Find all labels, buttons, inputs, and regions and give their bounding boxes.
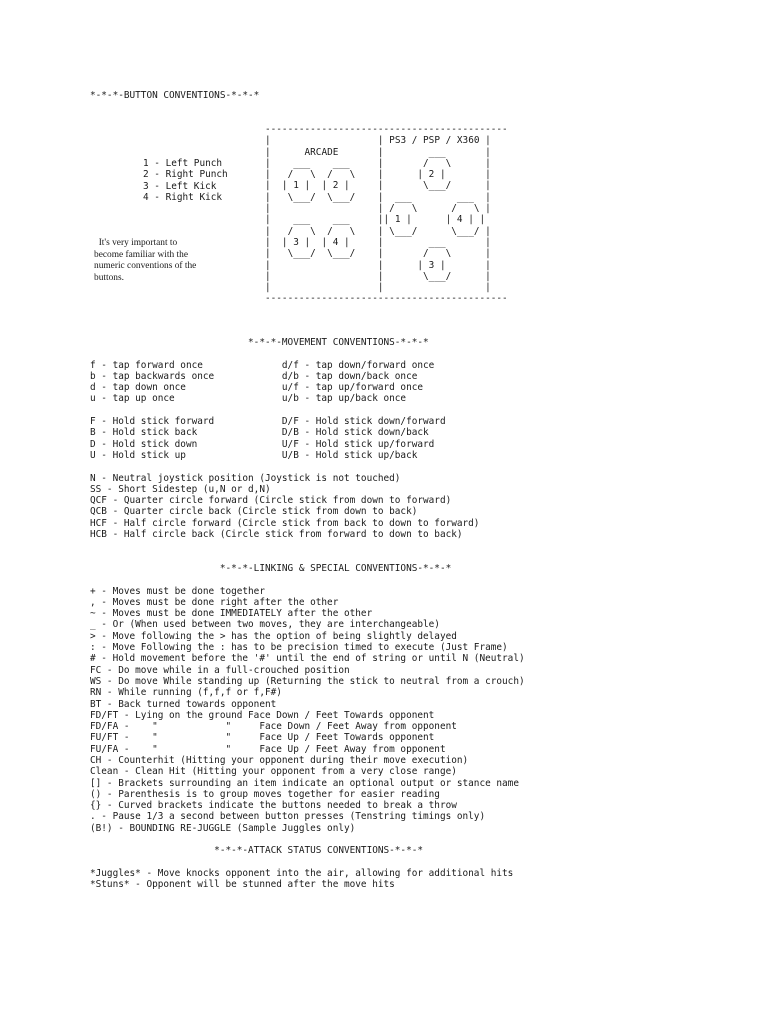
button-conventions-title: *-*-*-BUTTON CONVENTIONS-*-*-* (90, 90, 260, 101)
button-note: It's very important to become familiar with the numeric conventions of the buttons. (94, 238, 197, 284)
conventions-body-text: *-*-*-MOVEMENT CONVENTIONS-*-*-* f - tap forward once d/f - tap down/forward once b - tap backwards once d/b - tap down/back once d - tap down once u/f - tap up/forward once u - tap up once u/b - tap up/back once F - Hold stick forward D/F - Hold stick down/forward B - Hold stick back D/B - Hold stick down/back D - Hold stick down U/F - Hold stick up/forward U - Hold stick up U/B - Hold stick up/back N - Neutral joystick position (Joystick is not touched) SS - Short Sidestep (u,N or d,N) QCF - Quarter circle forward (Circle stick from down to forward) QCB - Quarter circle back (Circle stick from down to back) HCF - Half circle forward (Circle stick from back to down to forward) HCB - Half circle back (Circle stick from forward to down to back) *-*-*-LINKING & SPECIAL CONVENTIONS-*-*-* + - Moves must be done together , - Moves must be done right after the other ~ - Moves must be done IMMEDIATELY after the other _ - Or (When used between two moves, they are interchangeable) > - Move following the > has the option of being slightly delayed : - Move Following the : has to be precision timed to execute (Just Frame) # - Hold movement before the '#' until the end of string or until N (Neutral) FC - Do move while in a full-crouched position WS - Do move While standing up (Returning the stick to neutral from a crouch) RN - While running (f,f,f or f,F#) BT - Back turned towards opponent FD/FT - Lying on the ground Face Down / Feet Towards opponent FD/FA - " " Face Down / Feet Away from opponent FU/FT - " " Face Up / Feet Towards opponent FU/FA - " " Face Up / Feet Away from opponent CH - Counterhit (Hitting your opponent during their move execution) Clean - Clean Hit (Hitting your opponent from a very close range) [] - Brackets surrounding an item indicate an optional output or stance name () - Parenthesis is to group moves together for easier reading {} - Curved brackets indicate the buttons needed to break a throw . - Pause 1/3 a second between button presses (Tenstring timings only) (B!) - BOUNDING RE-JUGGLE (Sample Juggles only) *-*-*-ATTACK STATUS CONVENTIONS-*-*-* *Juggles* - Move knocks opponent into the air, allowing for additional hits *Stuns* - Opponent will be stunned after the move hits (90, 337, 525, 891)
button-layout-diagram: ------------------------------------------- | | PS3 / PSP / X360 | | ARCADE | ___ | | ___ ___ | / \ | | / \ / \ | | 2 | | | | 1 | | 2 | | \___/ | | \___/ \___/ | ___ ___ | | | / \ / \ | | ___ ___ || 1 | | 4 | | | / \ / \ | \___/ \___/ | | | 3 | | 4 | | ___ | | \___/ \___/ | / \ | | | | 3 | | | | \___/ | | | | ------------------------------------------- (265, 124, 508, 305)
button-legend: 1 - Left Punch 2 - Right Punch 3 - Left Kick 4 - Right Kick (143, 158, 228, 203)
